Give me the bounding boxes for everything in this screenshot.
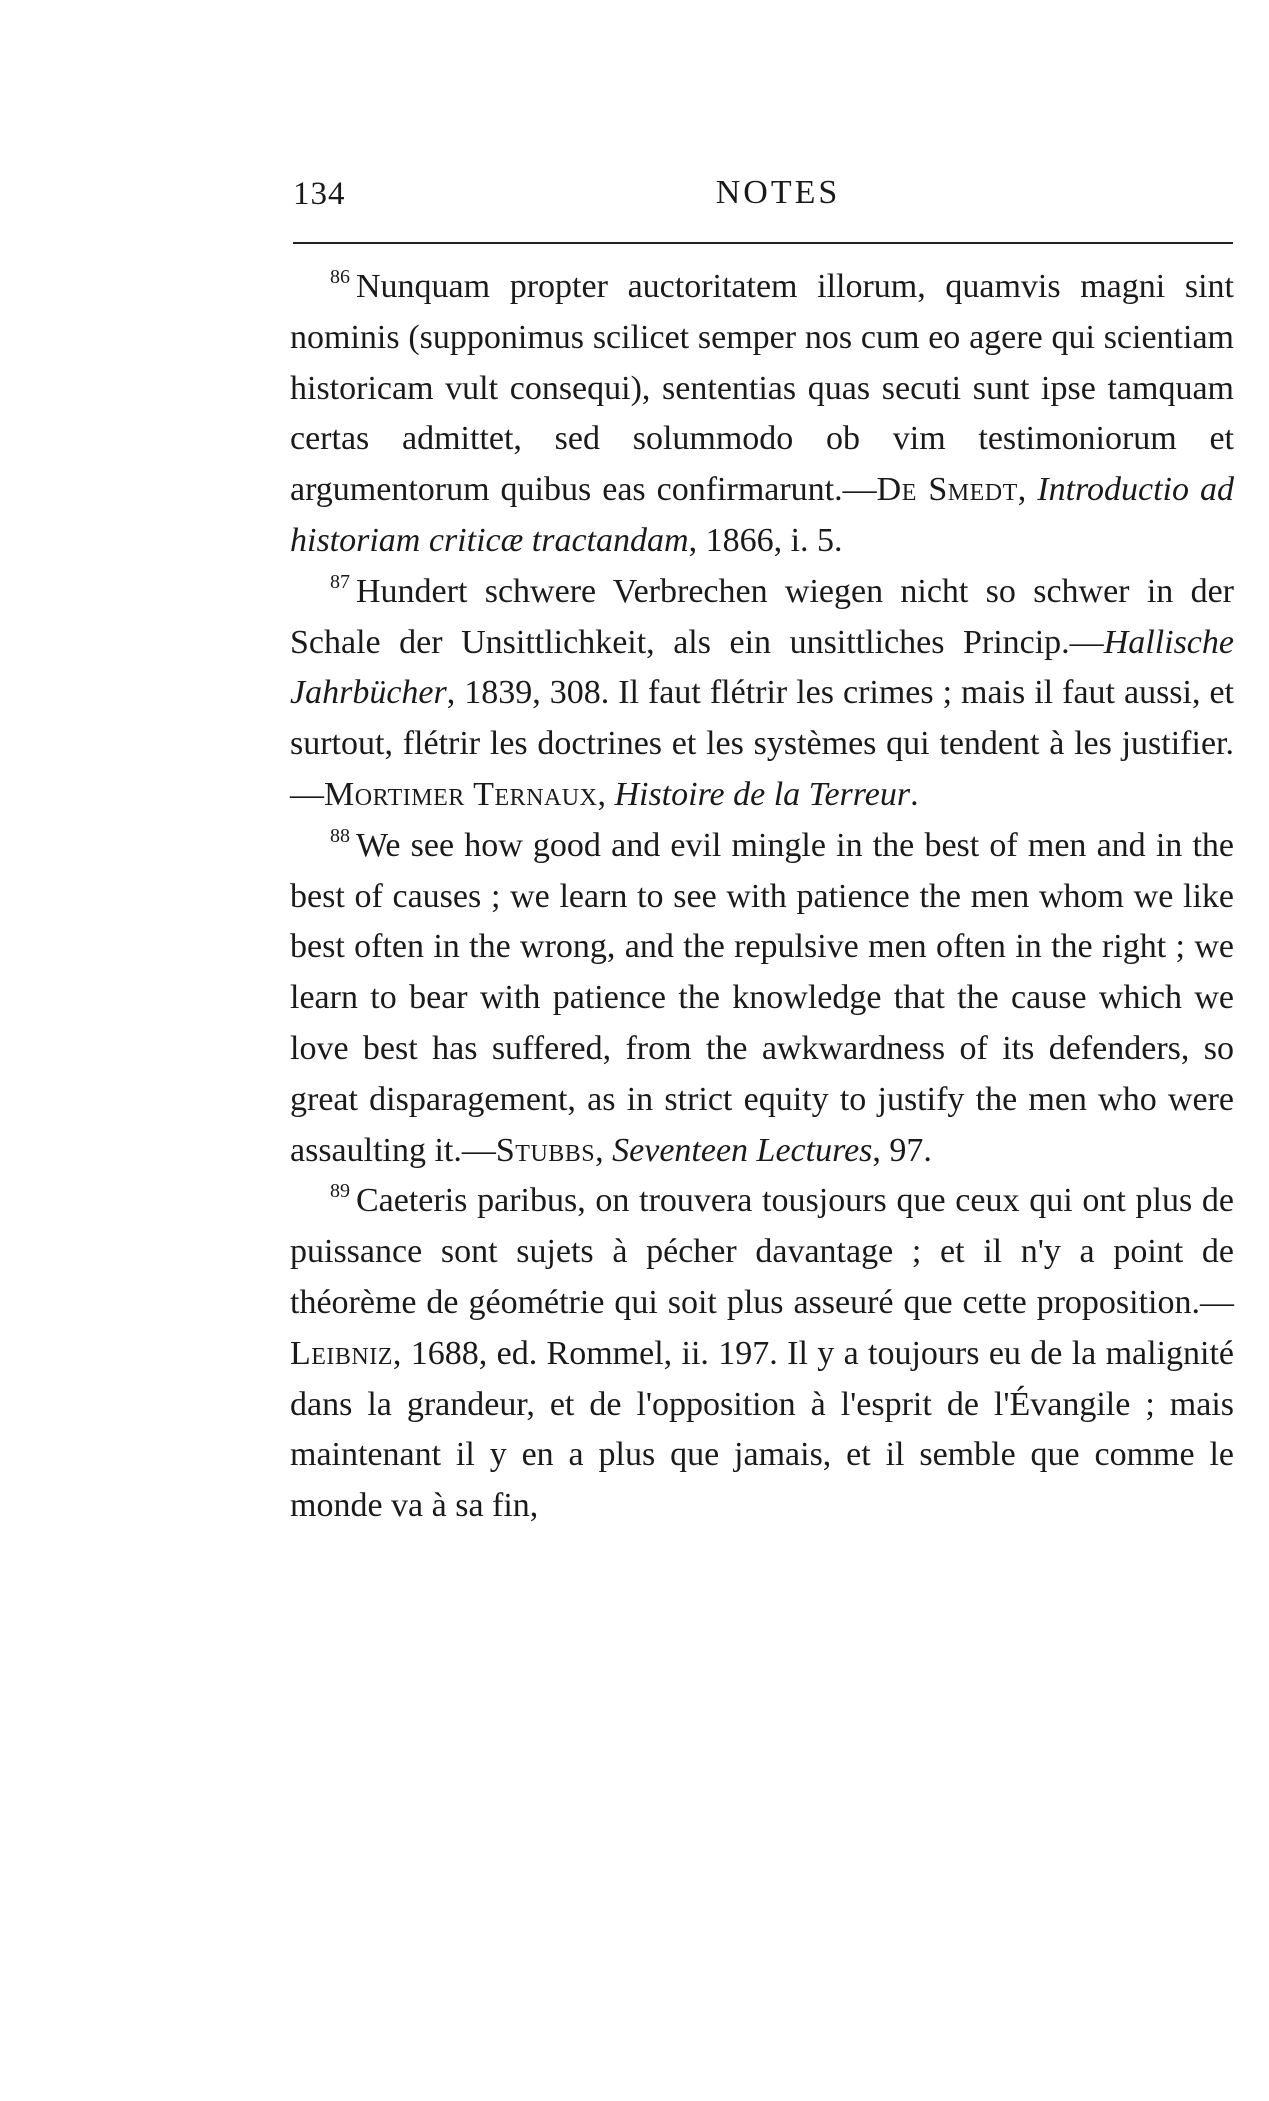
note-text: Hundert schwere Verbrechen wiegen nicht so schwer in der Schale der Unsittlichkeit, als ein unsittliches Princip.— bbox=[290, 572, 1234, 661]
note-separator: , bbox=[597, 775, 615, 813]
note-author: Stubbs bbox=[495, 1131, 596, 1169]
note-author: Leibniz bbox=[290, 1334, 393, 1372]
note-separator: , bbox=[595, 1131, 613, 1169]
note-title: Introductio ad historiam criticæ tractandam bbox=[290, 471, 1234, 559]
note-number: 89 bbox=[330, 1180, 350, 1203]
note-reference: , 97. bbox=[872, 1131, 932, 1169]
note-text-continued: Il faut flétrir les crimes ; mais il faut aussi, et surtout, flétrir les doctrines et les systèmes qui tendent à les justifier.— bbox=[290, 674, 1234, 813]
note-number: 87 bbox=[330, 570, 350, 593]
note-87 bbox=[290, 567, 1234, 821]
note-separator: , bbox=[1017, 471, 1038, 509]
note-title-second: Histoire de la Terreur bbox=[614, 775, 911, 813]
note-text: Caeteris paribus, on trouvera tousjours que ceux qui ont plus de puissance sont sujets à pécher davantage ; et il n'y a point de théorème de géométrie qui soit plus asseuré que cette proposition.— bbox=[290, 1182, 1234, 1321]
note-text-continued: Il y a toujours eu de la malignité dans la grandeur, et de l'opposition à l'esprit de l'Évangile ; mais maintenant il y en a plus que jamais, et il semble que comme le monde va à sa fin, bbox=[290, 1334, 1235, 1525]
note-author: Mortimer Ternaux bbox=[324, 775, 598, 813]
note-title: Seventeen Lectures bbox=[612, 1131, 873, 1169]
note-88 bbox=[290, 821, 1234, 1177]
note-reference: , 1688, ed. Rommel, ii. 197. bbox=[392, 1334, 778, 1372]
note-89 bbox=[290, 1176, 1234, 1532]
note-reference: , 1866, i. 5. bbox=[688, 521, 843, 559]
note-reference-second: . bbox=[910, 775, 919, 813]
notes-body bbox=[290, 262, 1234, 1532]
note-86 bbox=[290, 262, 1234, 567]
note-author: De Smedt bbox=[876, 471, 1018, 509]
running-head: NOTES bbox=[715, 174, 841, 211]
note-number: 88 bbox=[330, 824, 350, 847]
note-title: Hallische Jahrbücher bbox=[290, 623, 1234, 712]
note-text: We see how good and evil mingle in the best of men and in the best of causes ; we learn to see with patience the men whom we like best often in the wrong, and the repulsive men often in the right ; we learn to bear with patience the knowledge that the cause which we love best has suffered, from the awkwardness of its defenders, so great disparagement, as in strict equity to justify the men who were assaulting it.— bbox=[290, 826, 1234, 1169]
note-number: 86 bbox=[330, 266, 350, 288]
page-number: 134 bbox=[293, 176, 346, 212]
note-reference: , 1839, 308. bbox=[446, 674, 610, 712]
note-text: Nunquam propter auctoritatem illorum, quamvis magni sint nominis (supponimus scilicet semper nos cum eo agere qui scientiam historicam vult consequi), sententias quas secuti sunt ipse tamquam certas admittet, sed solummodo ob vim testimoniorum et argumentorum quibus eas confirmarunt.— bbox=[290, 268, 1234, 509]
page-header bbox=[293, 170, 1233, 230]
header-rule bbox=[293, 242, 1233, 244]
